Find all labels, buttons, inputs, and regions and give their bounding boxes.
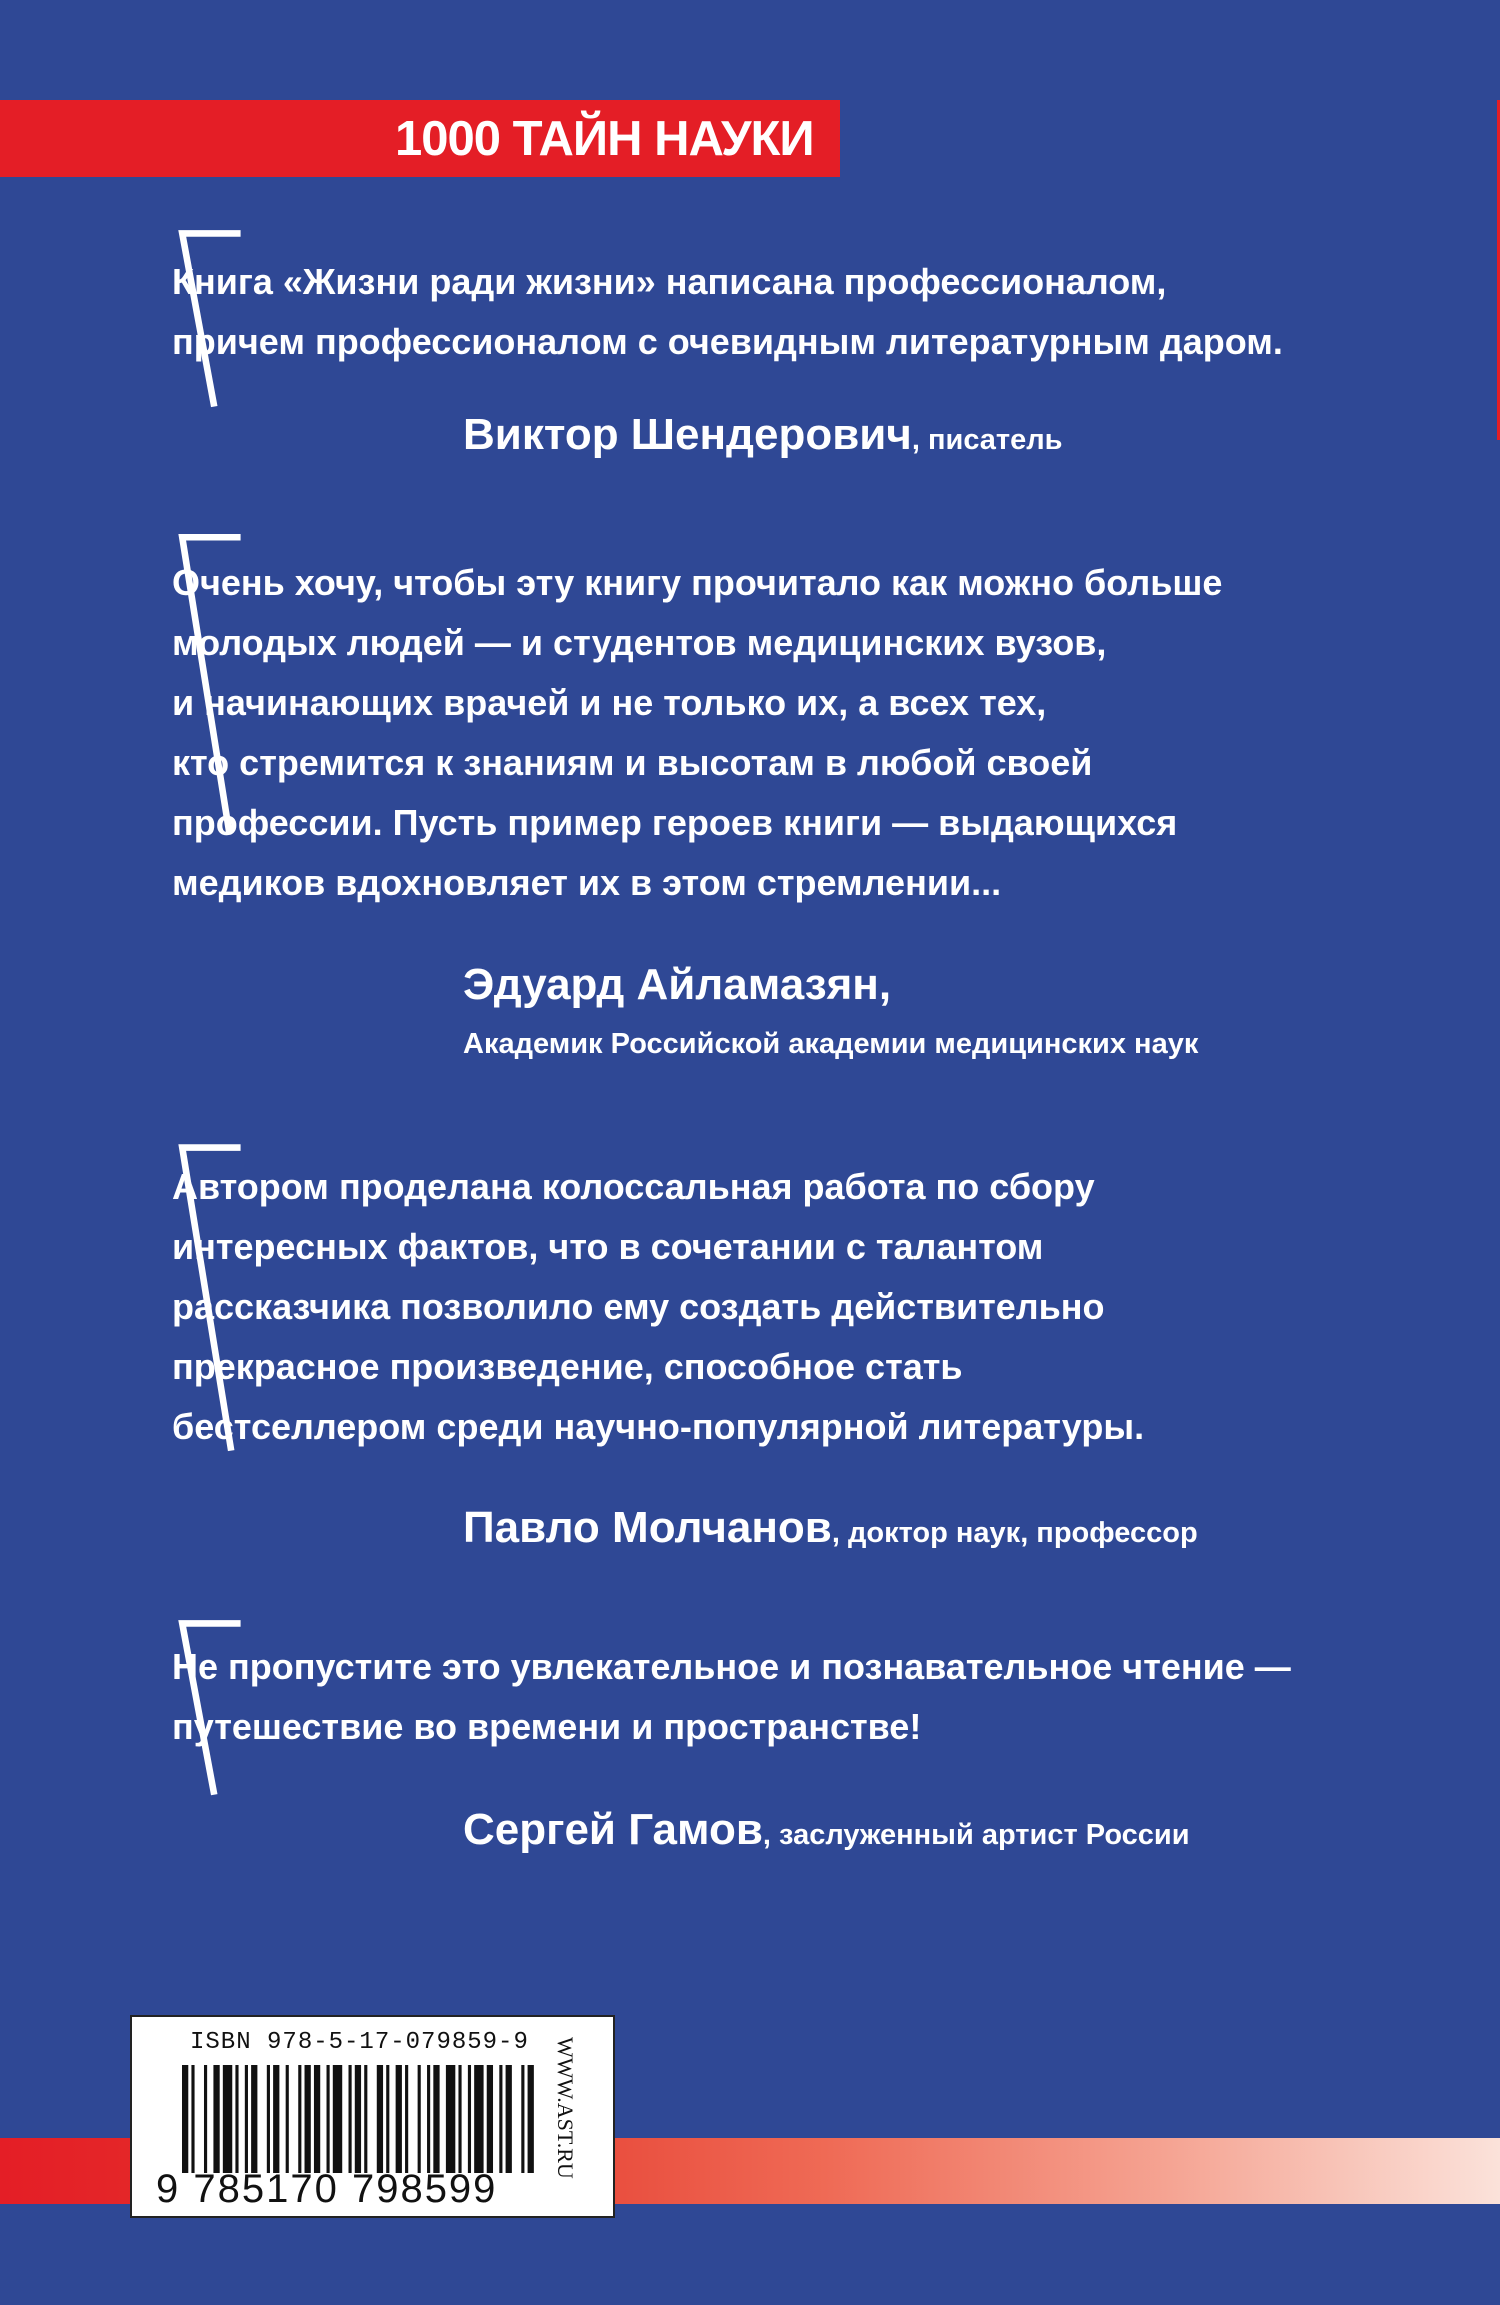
author-name: Павло Молчанов bbox=[463, 1503, 832, 1552]
barcode-bar bbox=[333, 2065, 342, 2173]
barcode-bar bbox=[327, 2065, 330, 2173]
barcode-bar bbox=[204, 2065, 207, 2173]
barcode-bar bbox=[305, 2065, 311, 2173]
barcode-bar bbox=[314, 2065, 320, 2173]
author-role: , доктор наук, профессор bbox=[831, 1517, 1198, 1549]
author-name: Эдуард Айламазян, bbox=[463, 960, 892, 1009]
quote-line: Очень хочу, чтобы эту книгу прочитало как можно больше bbox=[172, 562, 1223, 603]
barcode-bar bbox=[468, 2065, 471, 2173]
barcode-bar bbox=[474, 2065, 483, 2173]
quote-line: рассказчика позволило ему создать действительно bbox=[172, 1286, 1105, 1327]
barcode-bar bbox=[355, 2065, 361, 2173]
barcode-bar bbox=[396, 2065, 402, 2173]
barcode-bar bbox=[298, 2065, 301, 2173]
quote-line: интересных фактов, что в сочетании с талантом bbox=[172, 1226, 1044, 1267]
barcode-icon bbox=[182, 2065, 537, 2173]
quote-line: молодых людей — и студентов медицинских вузов, bbox=[172, 622, 1107, 663]
barcode-bar bbox=[487, 2065, 493, 2173]
quote-line: бестселлером среди научно-популярной литературы. bbox=[172, 1406, 1145, 1447]
quote-line: Не пропустите это увлекательное и познавательное чтение — bbox=[172, 1646, 1291, 1687]
barcode-bar bbox=[499, 2065, 502, 2173]
barcode-bar bbox=[386, 2065, 389, 2173]
barcode-bar bbox=[528, 2065, 534, 2173]
isbn-number: ISBN 978-5-17-079859-9 bbox=[190, 2029, 529, 2056]
quote-attribution bbox=[463, 410, 1063, 460]
quote-line: Книга «Жизни ради жизни» написана профессионалом, bbox=[172, 261, 1167, 302]
quote-line: причем профессионалом с очевидным литературным даром. bbox=[172, 321, 1283, 362]
publisher-site: WWW.AST.RU bbox=[553, 2037, 578, 2179]
barcode-bar bbox=[521, 2065, 524, 2173]
quote-line: и начинающих врачей и не только их, а всех тех, bbox=[172, 682, 1047, 723]
quote-line: Автором проделана колоссальная работа по сбору bbox=[172, 1166, 1095, 1207]
quote-attribution bbox=[463, 1503, 1198, 1553]
quote-line: прекрасное произведение, способное стать bbox=[172, 1346, 963, 1387]
barcode-bar bbox=[405, 2065, 408, 2173]
author-role: , писатель bbox=[911, 424, 1063, 456]
barcode-bar bbox=[377, 2065, 383, 2173]
barcode-bar bbox=[506, 2065, 512, 2173]
quote-text bbox=[172, 1637, 1291, 1757]
barcode-panel bbox=[130, 2015, 615, 2218]
quote-text bbox=[172, 252, 1283, 372]
barcode-bar bbox=[433, 2065, 439, 2173]
quote-line: профессии. Пусть пример героев книги — выдающихся bbox=[172, 802, 1178, 843]
author-name: Сергей Гамов bbox=[463, 1805, 763, 1854]
quote-line: путешествие во времени и пространстве! bbox=[172, 1706, 922, 1747]
series-title: 1000 ТАЙН НАУКИ bbox=[395, 112, 814, 166]
barcode-bar bbox=[458, 2065, 461, 2173]
quote-attribution bbox=[463, 1805, 1190, 1855]
barcode-bar bbox=[446, 2065, 455, 2173]
quote-text bbox=[172, 553, 1222, 913]
barcode-bar bbox=[273, 2065, 279, 2173]
barcode-bar bbox=[235, 2065, 238, 2173]
author-role: Академик Российской академии медицинских наук bbox=[463, 1028, 1199, 1060]
barcode-bar bbox=[418, 2065, 421, 2173]
barcode-bar bbox=[223, 2065, 232, 2173]
barcode-bar bbox=[364, 2065, 367, 2173]
barcode-bar bbox=[191, 2065, 194, 2173]
barcode-bar bbox=[286, 2065, 289, 2173]
quote-attribution bbox=[463, 960, 1198, 1061]
barcode-bar bbox=[245, 2065, 248, 2173]
quote-text bbox=[172, 1157, 1144, 1457]
barcode-digits: 9 785170 798599 bbox=[156, 2167, 498, 2211]
barcode-bar bbox=[427, 2065, 430, 2173]
barcode-bar bbox=[267, 2065, 270, 2173]
barcode-bar bbox=[349, 2065, 352, 2173]
quote-line: кто стремится к знаниям и высотам в любой своей bbox=[172, 742, 1093, 783]
quote-line: медиков вдохновляет их в этом стремлении... bbox=[172, 862, 1002, 903]
barcode-bar bbox=[251, 2065, 257, 2173]
barcode-bar bbox=[182, 2065, 188, 2173]
author-name: Виктор Шендерович bbox=[463, 410, 912, 459]
barcode-bar bbox=[213, 2065, 219, 2173]
author-role: , заслуженный артист России bbox=[762, 1819, 1190, 1851]
